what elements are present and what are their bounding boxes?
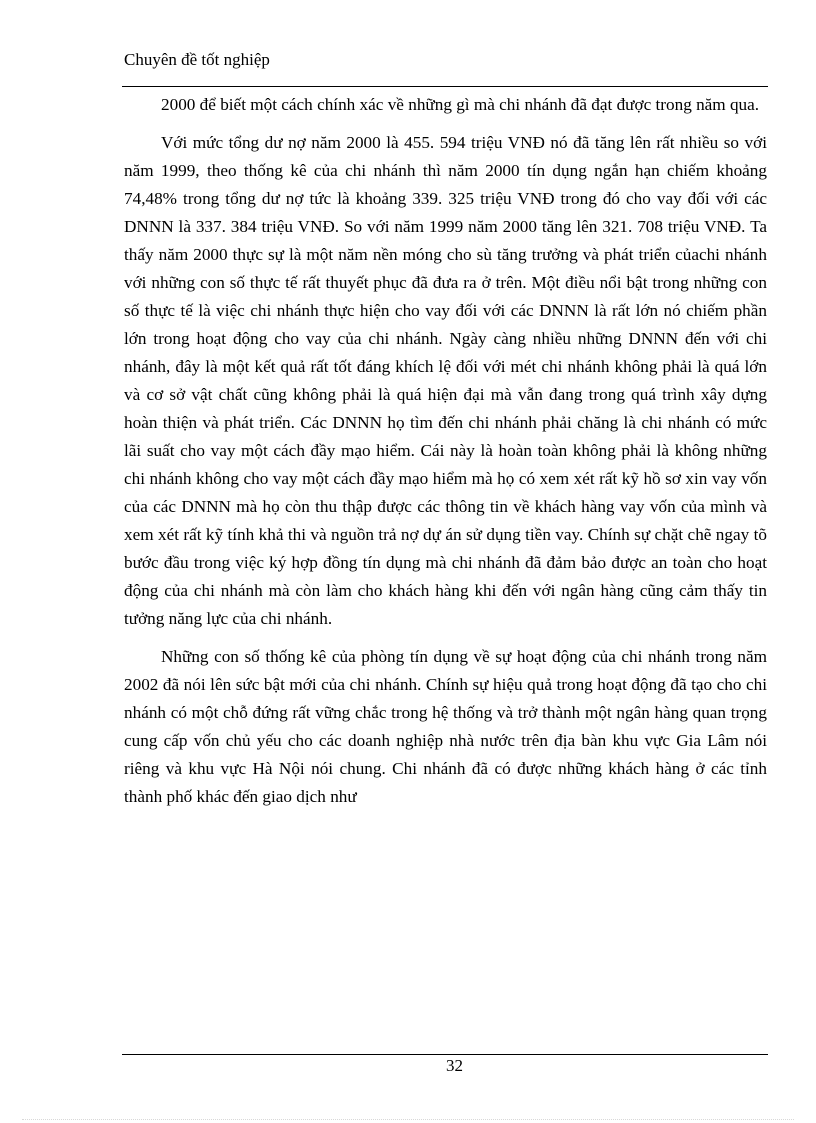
page-bottom-edge [22,1119,794,1120]
paragraph-credit-analysis: Với mức tổng dư nợ năm 2000 là 455. 594 triệu VNĐ nó đã tăng lên rất nhiều so với năm 1999, theo thống kê của chi nhánh thì năm 2000 tín dụng ngắn hạn chiếm khoảng 74,48% trong tổng dư nợ tức là khoảng 339. 325 triệu VNĐ trong đó cho vay đối với các DNNN là 337. 384 triệu VNĐ. So với năm 1999 năm 2000 tăng lên 321. 708 triệu VNĐ. Ta thấy năm 2000 thực sự là một năm nền móng cho sù tăng trưởng và phát triển củachi nhánh với những con số thực tế rất thuyết phục đã đưa ra ở trên. Một điều nổi bật trong những con số thực tế là việc chi nhánh thực hiện cho vay đối với các DNNN là rất lớn nó chiếm phần lớn trong hoạt động cho vay của chi nhánh. Ngày càng nhiều những DNNN đến với chi nhánh, đây là một kết quả rất tốt đáng khích lệ đối với mét chi nhánh không phải là quá lớn và cơ sở vật chất cũng không phải là quá hiện đại mà vẫn đang trong quá trình xây dựng hoàn thiện và phát triển. Các DNNN họ tìm đến chi nhánh phải chăng là chi nhánh có mức lãi suất cho vay một cách đầy mạo hiểm. Cái này là hoàn toàn không phải là không những chi nhánh không cho vay một cách đầy mạo hiểm mà họ có xem xét rất kỹ hồ sơ xin vay vốn của các DNNN mà họ còn thu thập được các thông tin về khách hàng vay vốn của mình và xem xét rất kỹ tính khả thi và nguồn trả nợ dự án sử dụng tiền vay. Chính sự chặt chẽ ngay tõ bước đầu trong việc ký hợp đồng tín dụng mà chi nhánh đã đảm bảo được an toàn cho hoạt động của chi nhánh mà còn làm cho khách hàng khi đến với ngân hàng cũng cảm thấy tin tưởng năng lực của chi nhánh. [124,133,767,628]
document-body [124,91,767,811]
running-header-title: Chuyên đề tốt nghiệp [124,50,270,69]
header-divider [122,86,768,87]
paragraph-continued: 2000 để biết một cách chính xác về những gì mà chi nhánh đã đạt được trong năm qua. [161,95,760,114]
paragraph-statistics-2002: Những con số thống kê của phòng tín dụng về sự hoạt động của chi nhánh trong năm 2002 đã nói lên sức bật mới của chi nhánh. Chính sự hiệu quả trong hoạt động đã tạo cho chi nhánh có một chỗ đứng rất vững chắc trong hệ thống và trở thành một ngân hàng quan trọng cung cấp vốn chủ yếu cho các doanh nghiệp nhà nước trên địa bàn khu vực Gia Lâm nói riêng và khu vực Hà Nội nói chung. Chi nhánh đã có được những khách hàng ở các tỉnh thành phố khác đến giao dịch như [124,647,767,806]
page-number: 32 [446,1056,463,1075]
